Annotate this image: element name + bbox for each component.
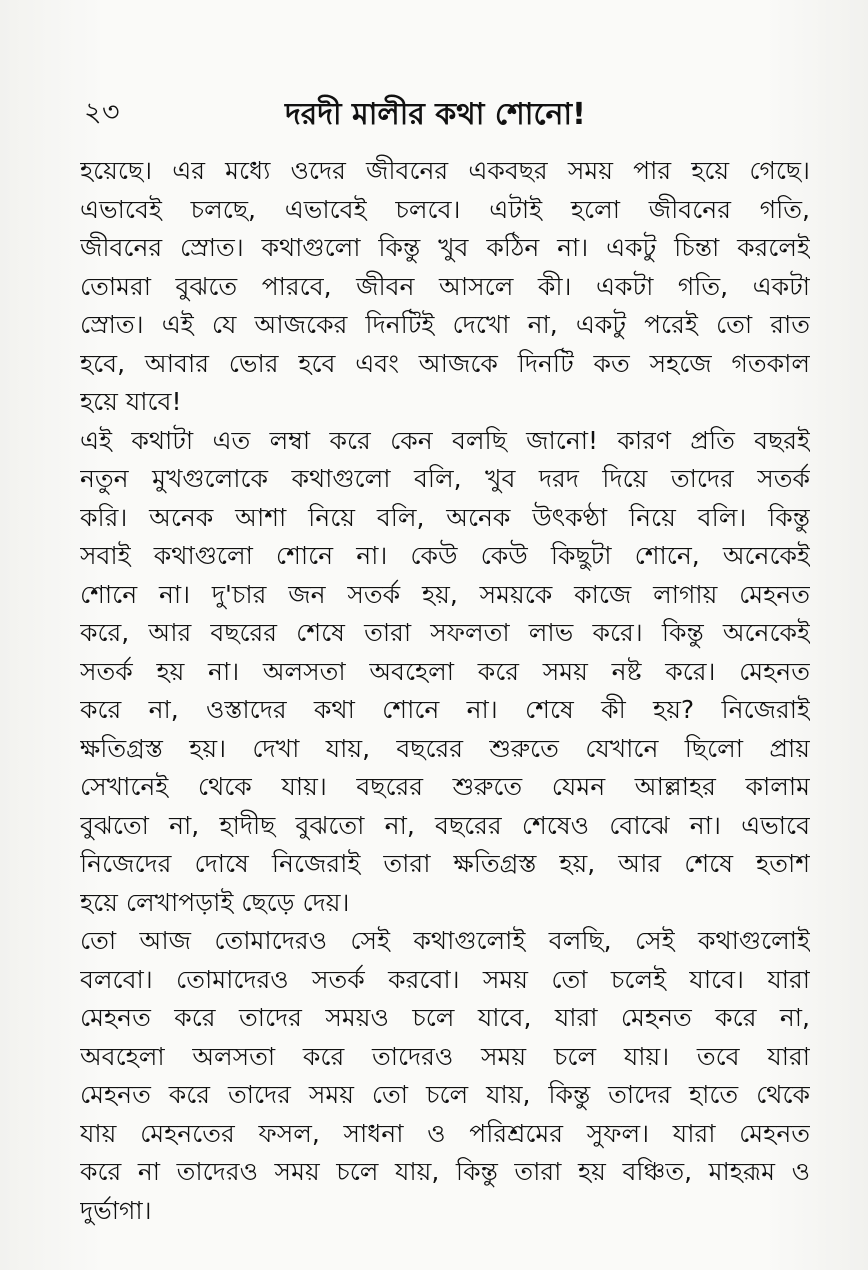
- paragraph-1: [80, 152, 810, 422]
- body-text: [80, 152, 810, 1230]
- text-line: অবহেলা অলসতা করে তাদেরও সময় চলে যায়। তবে যারা: [80, 1041, 810, 1071]
- text-line: শোনে না। দু'চার জন সতর্ক হয়, সময়কে কাজে লাগায় মেহনত: [80, 579, 810, 609]
- text-line: তো আজ তোমাদেরও সেই কথাগুলোই বলছি, সেই কথাগুলোই: [80, 926, 810, 955]
- text-line: বলবো। তোমাদেরও সতর্ক করবো। সময় তো চলেই যাবে। যারা: [80, 964, 810, 994]
- text-line: মেহনত করে তাদের সময় তো চলে যায়, কিন্তু তাদের হাতে থেকে: [80, 1080, 810, 1109]
- text-line: নতুন মুখগুলোকে কথাগুলো বলি, খুব দরদ দিয়ে তাদের সতর্ক: [80, 464, 810, 493]
- page-number: ২৩: [84, 97, 121, 128]
- text-line: স্রোত। এই যে আজকের দিনটিই দেখো না, একটু পরেই তো রাত: [80, 310, 810, 339]
- text-line: তোমরা বুঝতে পারবে, জীবন আসলে কী। একটা গতি, একটা: [80, 271, 810, 301]
- text-line: এভাবেই চলছে, এভাবেই চলবে। এটাই হলো জীবনের গতি,: [80, 194, 810, 224]
- text-line: হয়েছে। এর মধ্যে ওদের জীবনের একবছর সময় পার হয়ে গেছে।: [80, 156, 810, 185]
- text-line: মেহনত করে তাদের সময়ও চলে যাবে, যারা মেহনত করে না,: [80, 1003, 810, 1032]
- text-line: এই কথাটা এত লম্বা করে কেন বলছি জানো! কারণ প্রতি বছরই: [80, 425, 810, 455]
- text-line: হবে, আবার ভোর হবে এবং আজকে দিনটি কত সহজে গতকাল: [80, 348, 810, 378]
- running-title: দরদী মালীর কথা শোনো!: [285, 97, 586, 132]
- text-line: সবাই কথাগুলো শোনে না। কেউ কেউ কিছুটা শোনে, অনেকেই: [80, 541, 810, 570]
- text-line: যায় মেহনতের ফসল, সাধনা ও পরিশ্রমের সুফল। যারা মেহনত: [80, 1118, 810, 1148]
- text-line: করে, আর বছরের শেষে তারা সফলতা লাভ করে। কিন্তু অনেকেই: [80, 618, 810, 647]
- text-line: বুঝতো না, হাদীছ বুঝতো না, বছরের শেষেও বোঝে না। এভাবে: [80, 810, 810, 840]
- paragraph-2: [80, 422, 810, 923]
- text-line: সেখানেই থেকে যায়। বছরের শুরুতে যেমন আল্লাহর কালাম: [80, 772, 810, 801]
- text-line: করে না, ওস্তাদের কথা শোনে না। শেষে কী হয়? নিজেরাই: [80, 695, 810, 724]
- text-line: করি। অনেক আশা নিয়ে বলি, অনেক উৎকণ্ঠা নিয়ে বলি। কিন্তু: [80, 502, 810, 532]
- text-line: করে না তাদেরও সময় চলে যায়, কিন্তু তারা হয় বঞ্চিত, মাহরূম ও: [80, 1157, 810, 1186]
- text-line: ক্ষতিগ্রস্ত হয়। দেখা যায়, বছরের শুরুতে যেখানে ছিলো প্রায়: [80, 733, 810, 763]
- paragraph-3: [80, 922, 810, 1230]
- text-line: সতর্ক হয় না। অলসতা অবহেলা করে সময় নষ্ট করে। মেহনত: [80, 656, 810, 686]
- text-line: নিজেদের দোষে নিজেরাই তারা ক্ষতিগ্রস্ত হয়, আর শেষে হতাশ: [80, 849, 810, 878]
- text-line: হয়ে লেখাপড়াই ছেড়ে দেয়।: [80, 887, 350, 917]
- page-header: [80, 86, 810, 130]
- text-line: জীবনের স্রোত। কথাগুলো কিন্তু খুব কঠিন না। একটু চিন্তা করলেই: [80, 233, 810, 262]
- text-line: দুর্ভাগা।: [80, 1195, 152, 1225]
- text-line: হয়ে যাবে!: [80, 387, 182, 416]
